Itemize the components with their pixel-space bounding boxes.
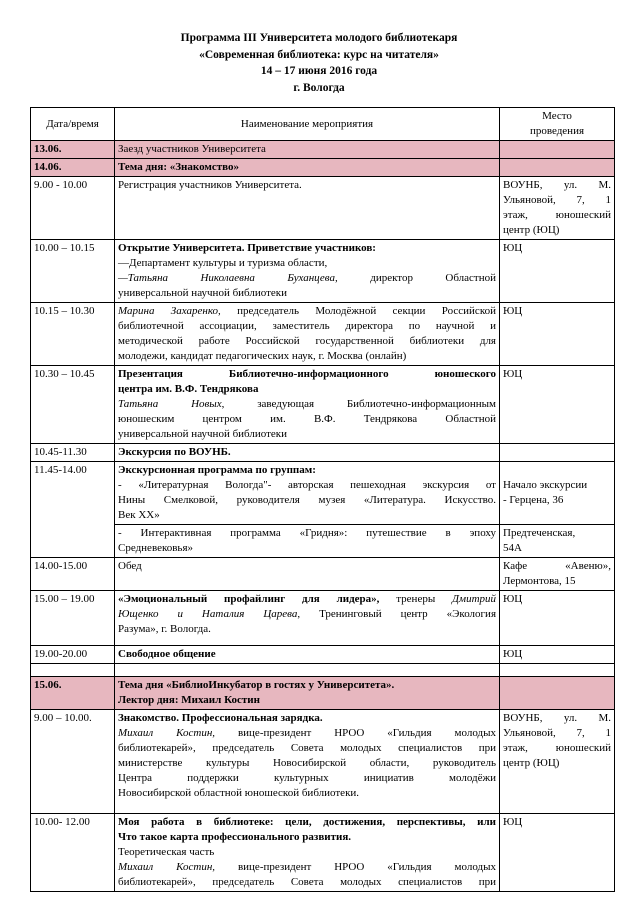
- row-event: Регистрация участников Университета.: [115, 177, 500, 240]
- event-line: Разума», г. Вологда.: [118, 623, 211, 635]
- row-event: [115, 303, 500, 366]
- speaker-role: , Тренинговый центр «Экология: [297, 608, 496, 620]
- place-line: 54А: [503, 542, 522, 554]
- row-place: ЮЦ: [500, 303, 615, 366]
- row-place: [500, 462, 615, 525]
- event-line: молодежи, кандидат педагогических наук, г. Москва (онлайн): [118, 350, 407, 362]
- row-place: [500, 177, 615, 240]
- table-row: [31, 366, 615, 444]
- place-line: Ульяновой, 7, 1: [503, 194, 611, 206]
- speaker-name: Татьяна Новых: [118, 398, 222, 410]
- column-header-place-line2: проведения: [529, 125, 585, 137]
- program-table: [30, 107, 615, 892]
- row-event: [115, 710, 500, 814]
- event-line: [118, 304, 496, 319]
- row-place: ЮЦ: [500, 646, 615, 664]
- event-line: [118, 397, 496, 412]
- event-line: библиотечной ассоциации, заместитель директора по научной и: [118, 320, 496, 332]
- event-line: [118, 592, 496, 607]
- event-line: [118, 271, 496, 286]
- row-time: 14.06.: [31, 159, 115, 177]
- table-header-row: [31, 108, 615, 141]
- speaker-role: вице-президент НРОО «Гильдия молодых: [215, 861, 496, 873]
- place-line: центр (ЮЦ): [503, 757, 560, 769]
- row-time: 13.06.: [31, 141, 115, 159]
- place-line: этаж, юношеский: [503, 742, 611, 754]
- event-line: - «Литературная Вологда"- авторская пешеходная экскурсия от: [118, 479, 496, 491]
- event-title: Что такое карта профессионального развития.: [118, 831, 352, 843]
- event-title: Тема дня «БиблиоИнкубатор в гостях у Университета».: [118, 679, 395, 691]
- event-line: Центра поддержки культурных инициатив молодёжи: [118, 772, 496, 784]
- row-time: 14.00-15.00: [31, 558, 115, 591]
- row-time: 9.00 - 10.00: [31, 177, 115, 240]
- event-line: - Интерактивная программа «Гридня»: путешествие в эпоху: [118, 527, 496, 539]
- row-place: ЮЦ: [500, 814, 615, 892]
- row-place: [500, 141, 615, 159]
- row-time: 19.00-20.00: [31, 646, 115, 664]
- speaker-name: Михаил Костин,: [118, 861, 216, 873]
- column-header-place-line1: Место: [542, 110, 572, 122]
- speaker-name: Михаил Костин,: [118, 727, 216, 739]
- table-row: [31, 525, 615, 558]
- row-time: 11.45-14.00: [31, 462, 115, 558]
- event-title: «Эмоциональный профайлинг для лидера»,: [118, 593, 380, 605]
- place-line: Начало экскурсии: [503, 479, 588, 491]
- event-line: универсальной научной библиотеки: [118, 287, 288, 299]
- row-place: [500, 525, 615, 558]
- table-row: [31, 814, 615, 892]
- row-place: [500, 444, 615, 462]
- table-row: [31, 462, 615, 525]
- event-title: Презентация Библиотечно-информационного юношеского: [118, 368, 496, 380]
- table-row: [31, 177, 615, 240]
- event-subtitle: Теоретическая часть: [118, 846, 215, 858]
- speaker-name: Дмитрий: [452, 593, 497, 605]
- header-city: г. Вологда: [293, 81, 345, 94]
- event-line: библиотекарей», председатель Совета молодых специалистов при: [118, 742, 496, 754]
- speaker-name: —Татьяна Николаевна Буханцева,: [118, 272, 338, 284]
- event-line: [118, 607, 496, 622]
- row-event: [115, 366, 500, 444]
- speaker-role: директор Областной: [337, 272, 496, 284]
- row-time: 10.00- 12.00: [31, 814, 115, 892]
- table-spacer-row: [31, 664, 615, 677]
- row-time: 9.00 – 10.00.: [31, 710, 115, 814]
- event-line: [118, 726, 496, 741]
- header-subtitle: «Современная библиотека: курс на читателя»: [199, 48, 439, 61]
- place-spacer: [503, 463, 611, 478]
- event-line: министерстве культуры Новосибирской области, руководитель: [118, 757, 496, 769]
- column-header-datetime: Дата/время: [31, 108, 115, 141]
- event-title: центра им. В.Ф. Тендрякова: [118, 383, 259, 395]
- row-place: ЮЦ: [500, 240, 615, 303]
- row-time: 10.45-11.30: [31, 444, 115, 462]
- row-time: 15.00 – 19.00: [31, 591, 115, 646]
- row-event: [115, 677, 500, 710]
- place-line: - Герцена, 36: [503, 494, 564, 506]
- event-line: —Департамент культуры и туризма области,: [118, 257, 328, 269]
- row-event: [115, 525, 500, 558]
- row-time: 10.00 – 10.15: [31, 240, 115, 303]
- place-line: Ульяновой, 7, 1: [503, 727, 611, 739]
- event-line: методической работе Российской государственной библиотеки для: [118, 335, 496, 347]
- header-dates: 14 – 17 июня 2016 года: [260, 65, 378, 77]
- event-title: Экскурсионная программа по группам:: [118, 464, 316, 476]
- table-row: [31, 444, 615, 462]
- row-time: 10.15 – 10.30: [31, 303, 115, 366]
- event-line: Новосибирской областной юношеской библиотеки.: [118, 787, 360, 799]
- table-row: [31, 591, 615, 646]
- table-row: [31, 646, 615, 664]
- header-title: Программа III Университета молодого библиотекаря: [180, 32, 458, 44]
- table-row: [31, 558, 615, 591]
- place-line: ВОУНБ, ул. М.: [503, 179, 611, 191]
- row-time: 15.06.: [31, 677, 115, 710]
- event-line: библиотекарей», председатель Совета молодых специалистов при: [118, 876, 496, 888]
- table-row: [31, 240, 615, 303]
- speaker-role: , заведующая Библиотечно-информационным: [221, 398, 496, 410]
- event-line: универсальной научной библиотеки: [118, 428, 288, 440]
- event-plain: тренеры: [379, 593, 453, 605]
- row-event: [115, 591, 500, 646]
- row-place: [500, 159, 615, 177]
- event-title: Моя работа в библиотеке: цели, достижения, перспективы, или: [118, 816, 496, 828]
- row-place: ЮЦ: [500, 591, 615, 646]
- speaker-role: вице-президент НРОО «Гильдия молодых: [215, 727, 496, 739]
- column-header-place: [500, 108, 615, 141]
- column-header-event: Наименование мероприятия: [115, 108, 500, 141]
- row-event: Экскурсия по ВОУНБ.: [115, 444, 500, 462]
- row-place: ЮЦ: [500, 366, 615, 444]
- row-event: [115, 462, 500, 525]
- row-event: Свободное общение: [115, 646, 500, 664]
- row-event: Тема дня: «Знакомство»: [115, 159, 500, 177]
- document-header: [0, 30, 638, 96]
- row-event: Заезд участников Университета: [115, 141, 500, 159]
- speaker-role: председатель Молодёжной секции Российской: [220, 305, 496, 317]
- table-row: [31, 303, 615, 366]
- row-event: [115, 814, 500, 892]
- speaker-name: Ющенко и Наталия Царева: [118, 608, 298, 620]
- row-time: 10.30 – 10.45: [31, 366, 115, 444]
- table-row: [31, 677, 615, 710]
- place-line: ВОУНБ, ул. М.: [503, 712, 611, 724]
- place-line: Предтеченская,: [503, 527, 576, 539]
- table-row: [31, 710, 615, 814]
- row-place: [500, 558, 615, 591]
- speaker-name: Марина Захаренко,: [118, 305, 221, 317]
- event-lecturer: Лектор дня: Михаил Костин: [118, 694, 260, 706]
- row-place: [500, 710, 615, 814]
- place-line: этаж, юношеский: [503, 209, 611, 221]
- event-line: [118, 860, 496, 875]
- place-line: центр (ЮЦ): [503, 224, 560, 236]
- row-event: [115, 240, 500, 303]
- table-row: [31, 141, 615, 159]
- event-line: Век XX»: [118, 509, 160, 521]
- table-row: [31, 159, 615, 177]
- event-line: Нины Смелковой, руководителя музея «Литература. Искусство.: [118, 494, 496, 506]
- row-place: [500, 677, 615, 710]
- place-line: Кафе «Авеню»,: [503, 560, 611, 572]
- event-title: Знакомство. Профессиональная зарядка.: [118, 712, 323, 724]
- event-title: Открытие Университета. Приветствие участников:: [118, 242, 376, 254]
- place-line: Лермонтова, 15: [503, 575, 576, 587]
- row-event: Обед: [115, 558, 500, 591]
- event-line: Средневековья»: [118, 542, 194, 554]
- event-line: юношеским центром им. В.Ф. Тендрякова Областной: [118, 413, 496, 425]
